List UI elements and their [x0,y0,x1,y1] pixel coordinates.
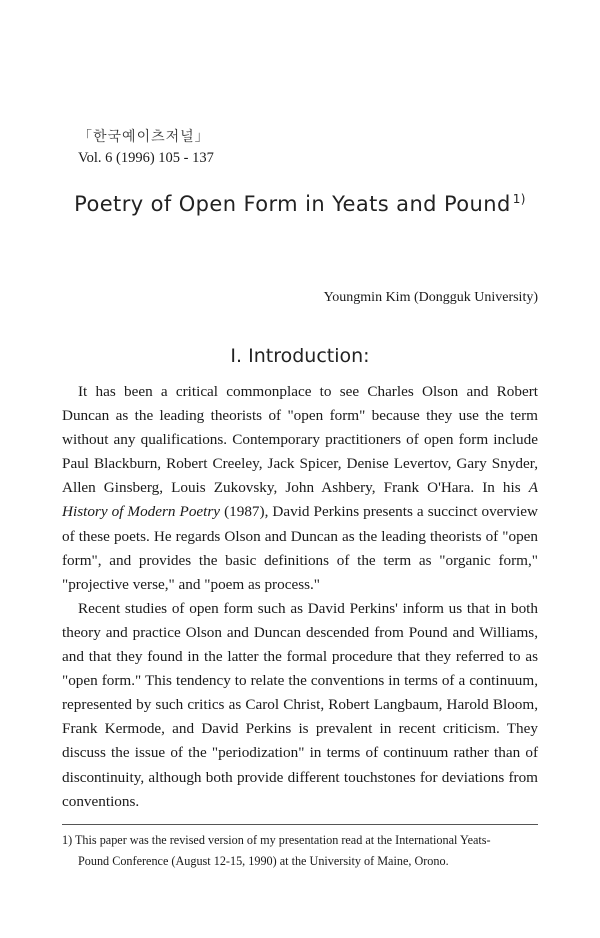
footnote [62,830,538,872]
title-footnote-marker: 1) [512,192,526,206]
body-text [62,380,538,814]
book-title-italic: A History of Modern Poetry [62,479,538,521]
author-line: Youngmin Kim (Dongguk University) [323,290,538,305]
paragraph-1-part-2: (1987), David Perkins presents a succinct overview of these poets. He regards Olson and Duncan as the leading theorists of "open form", and provides the basic definitions of the term as "organic form," "projective verse," and "poem as process." [62,503,538,593]
section-heading: I. Introduction: [230,345,370,367]
title-text: Poetry of Open Form in Yeats and Pound [74,192,511,216]
paper-title [0,192,600,216]
footnote-divider [62,824,538,825]
paragraph-1 [62,380,538,597]
footnote-line-1: 1) This paper was the revised version of my presentation read at the International Yeats- [62,833,491,847]
footnote-line-2: Pound Conference (August 12-15, 1990) at the University of Maine, Orono. [78,854,449,868]
paragraph-1-part-1: It has been a critical commonplace to see Charles Olson and Robert Duncan as the leading theorists of "open form" because they use the term without any qualifications. Contemporary practitioners of open form include Paul Blackburn, Robert Creeley, Jack Spicer, Denise Levertov, Gary Snyder, Allen Ginsberg, Louis Zukovsky, John Ashbery, Frank O'Hara. In his [62,383,538,497]
paragraph-2: Recent studies of open form such as David Perkins' inform us that in both theory and practice Olson and Duncan descended from Pound and Williams, and that they found in the latter the formal procedure that they referred to as "open form." This tendency to relate the conventions in terms of a continuum, represented by such critics as Carol Christ, Robert Langbaum, Harold Bloom, Frank Kermode, and David Perkins is prevalent in recent criticism. They discuss the issue of the "periodization" in terms of continuum rather than of discontinuity, although both provide different touchstones for deviations from conventions. [62,599,538,810]
volume-info: Vol. 6 (1996) 105 - 137 [78,150,214,166]
journal-name: 「한국예이츠저널」 [78,130,210,145]
